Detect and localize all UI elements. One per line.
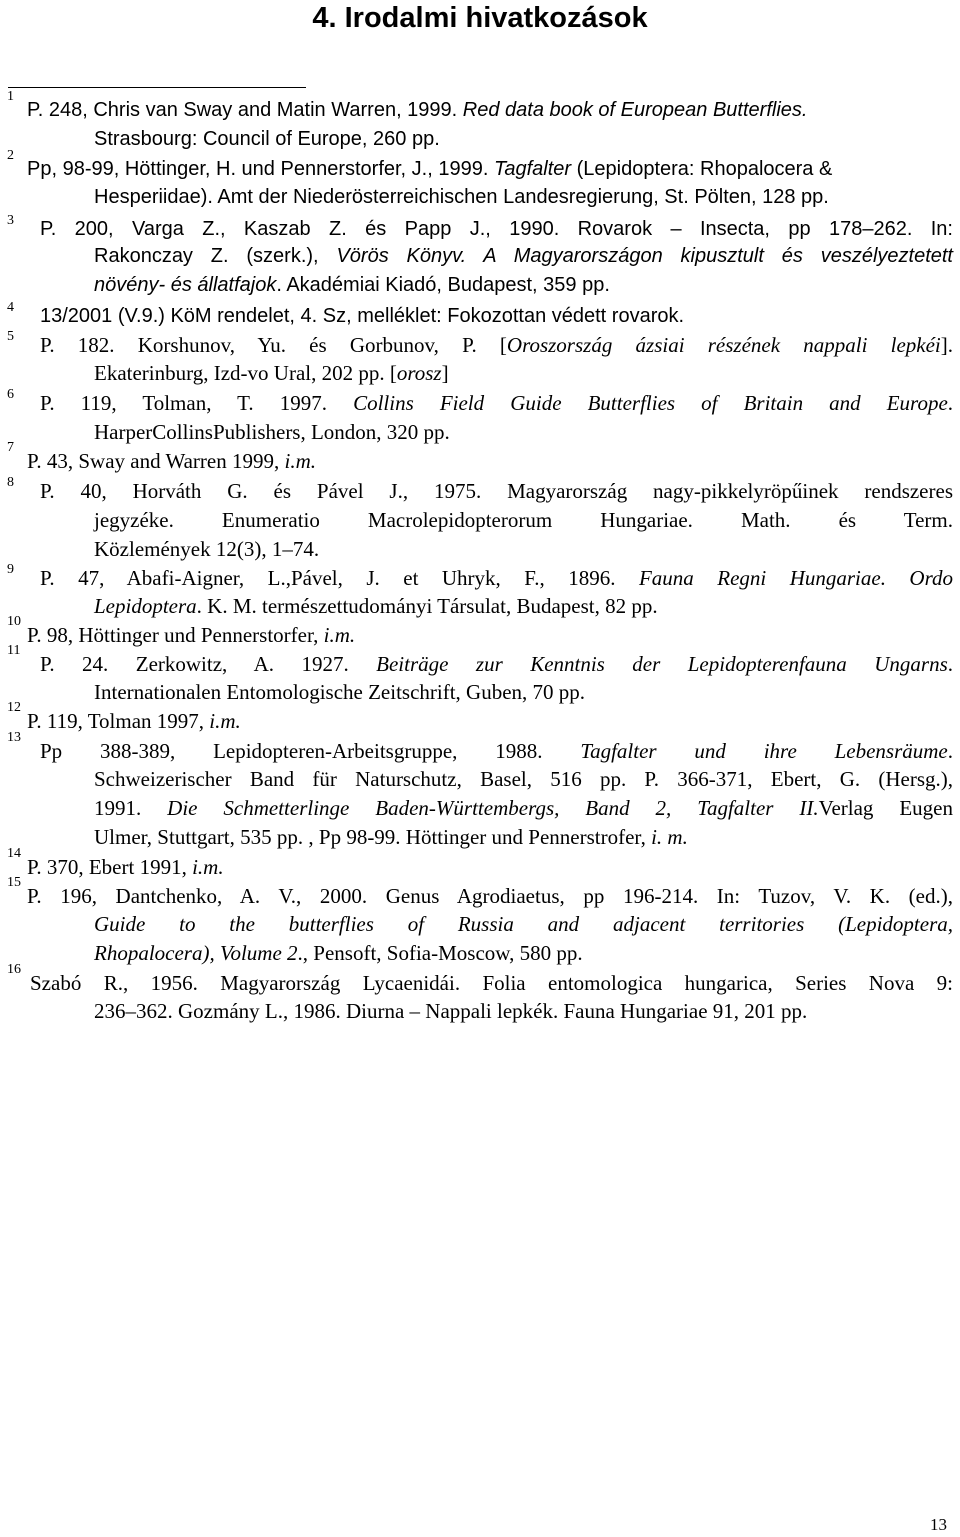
text-run: Pp 388-389, Lepidopteren-Arbeitsgruppe, 1988. [40,739,581,763]
italic-text: növény- és állatfajok [94,274,277,296]
reference-text [94,186,829,208]
reference-text [94,825,688,849]
text-run: P. 40, Horváth G. és Pável J., 1975. Magyarország nagy-pikkelyröpűinek rendszeres [40,479,953,503]
reference-text [40,479,953,503]
italic-text: i.m. [284,449,316,473]
italic-text: Tagfalter und ihre Lebensräume [580,739,948,763]
reference-text [40,739,953,763]
footnote-number: 14 [7,846,21,861]
italic-text: Die Schmetterlinge Baden-Württembergs, Band 2, Tagfalter II. [167,796,819,820]
footnote-number: 13 [7,730,21,745]
reference-line [40,739,953,763]
reference-text [94,912,953,936]
reference-text [94,767,953,791]
reference-line [27,709,241,733]
footnote-number: 6 [7,387,14,402]
text-run: Szabó R., 1956. Magyarország Lycaenidái. Folia entomologica hungarica, Series Nova 9: [30,971,953,995]
text-run: Rakonczay Z. (szerk.), [94,245,337,267]
reference-line [94,941,583,965]
reference-text [40,218,953,240]
italic-text: Tagfalter [493,158,572,180]
italic-text: i.m. [209,709,241,733]
reference-line [94,912,953,936]
text-run: P. 43, Sway and Warren 1999, [27,449,285,473]
reference-text [27,709,241,733]
reference-line [27,157,832,181]
text-run: P. 98, Höttinger und Pennerstorfer, [27,623,324,647]
italic-text: Vörös Könyv. A Magyarországon kipusztult és veszélyeztetett [336,245,953,267]
text-run: . [947,391,954,415]
text-run: ] [441,361,449,385]
reference-text [94,941,583,965]
reference-line [94,594,658,618]
reference-text [27,449,316,473]
text-run: ]. [940,333,953,357]
italic-text: i.m. [192,855,224,879]
footnote-number: 7 [7,440,14,455]
reference-text [94,274,610,296]
reference-line [94,508,953,532]
reference-text [27,623,355,647]
reference-line [94,127,440,151]
reference-text [94,128,440,150]
reference-text [27,99,807,121]
reference-line [94,537,319,561]
text-run: 1991. [94,796,168,820]
text-run: Közlemények 12(3), 1–74. [94,537,320,561]
reference-text [94,680,585,704]
reference-line [27,623,355,647]
reference-text [94,594,658,618]
text-run: . Akadémiai Kiadó, Budapest, 359 pp. [276,274,610,296]
reference-line [27,449,316,473]
reference-line [27,855,224,879]
footnote-number: 2 [7,148,14,163]
reference-line [94,796,953,820]
text-run: P. 24. Zerkowitz, A. 1927. [40,652,377,676]
italic-text: i. m. [651,825,688,849]
text-run: Ekaterinburg, Izd-vo Ural, 202 pp. [ [94,361,397,385]
text-run: Internationalen Entomologische Zeitschrift, Guben, 70 pp. [94,680,586,704]
footnote-number: 5 [7,329,14,344]
text-run: 13/2001 (V.9.) KöM rendelet, 4. Sz, melléklet: Fokozottan védett rovarok. [40,305,685,327]
text-run: . [947,739,953,763]
italic-text: Guide to the butterflies of Russia and adjacent territories (Lepidoptera, [94,912,953,936]
italic-text: Collins Field Guide Butterflies of Britain and Europe [353,391,948,415]
reference-text [94,508,953,532]
text-run: P. 119, Tolman, T. 1997. [40,391,354,415]
footnote-number: 9 [7,562,14,577]
reference-line [40,304,684,328]
reference-text [27,855,224,879]
reference-line [94,273,610,297]
reference-line [94,244,953,268]
reference-text [94,999,807,1023]
reference-text [94,361,449,385]
text-run: Hesperiidae). Amt der Niederösterreichischen Landesregierung, St. Pölten, 128 pp. [94,186,829,208]
italic-text: Beiträge zur Kenntnis der Lepidopterenfauna Ungarns [376,652,948,676]
reference-line [40,479,953,503]
footnote-number: 11 [7,643,21,658]
reference-line [94,185,829,209]
text-run: 236–362. Gozmány L., 1986. Diurna – Nappali lepkék. Fauna Hungariae 91, 201 pp. [94,999,808,1023]
reference-text [94,537,319,561]
page-number: 13 [930,1515,947,1534]
reference-line [27,98,807,122]
reference-text [27,884,953,908]
text-run: P. 196, Dantchenko, A. V., 2000. Genus Agrodiaetus, pp 196-214. In: Tuzov, V. K. (ed.), [27,884,953,908]
text-run: . K. M. természettudományi Társulat, Budapest, 82 pp. [196,594,658,618]
text-run: jegyzéke. Enumeratio Macrolepidopterorum Hungariae. Math. és Term. [94,508,953,532]
reference-line [94,680,585,704]
reference-text [40,305,684,327]
text-run: P. 182. Korshunov, Yu. és Gorbunov, P. [ [40,333,507,357]
text-run: Verlag Eugen [818,796,953,820]
italic-text: Red data book of European Butterflies. [462,99,808,121]
reference-text [30,971,953,995]
reference-text [27,158,832,180]
footnote-number: 8 [7,475,14,490]
footnote-number: 10 [7,614,21,629]
reference-line [94,420,450,444]
text-run: . [947,652,953,676]
reference-text [40,333,953,357]
reference-text [40,566,953,590]
text-run: P. 47, Abafi-Aigner, L.,Pável, J. et Uhryk, F., 1896. [40,566,639,590]
reference-text [94,420,450,444]
reference-text [94,796,953,820]
reference-line [94,825,688,849]
text-run: P. 248, Chris van Sway and Matin Warren, 1999. [27,99,463,121]
reference-text [40,391,953,415]
text-run: P. 200, Varga Z., Kaszab Z. és Papp J., 1990. Rovarok – Insecta, pp 178–262. In: [40,218,953,240]
text-run: P. 119, Tolman 1997, [27,709,210,733]
reference-line [94,361,449,385]
reference-line [40,566,953,590]
italic-text: i.m. [323,623,356,647]
reference-line [40,333,953,357]
footnote-number: 3 [7,213,14,228]
text-run: ., Pensoft, Sofia-Moscow, 580 pp. [297,941,583,965]
reference-line [40,391,953,415]
text-run: Schweizerischer Band für Naturschutz, Basel, 516 pp. P. 366-371, Ebert, G. (Hersg.), [94,767,953,791]
reference-text [94,245,953,267]
text-run: Strasbourg: Council of Europe, 260 pp. [94,128,440,150]
reference-line [40,217,953,241]
text-run: Pp, 98-99, Höttinger, H. und Pennerstorfer, J., 1999. [27,158,494,180]
reference-line [94,999,807,1023]
italic-text: Rhopalocera), Volume 2 [94,941,298,965]
reference-text [40,652,953,676]
footnote-number: 1 [7,89,14,104]
footnote-number: 15 [7,875,21,890]
reference-line [27,884,953,908]
reference-line [40,652,953,676]
reference-line [94,767,953,791]
text-run: Ulmer, Stuttgart, 535 pp. , Pp 98-99. Höttinger und Pennerstrofer, [94,825,652,849]
page-title: 4. Irodalmi hivatkozások [312,2,648,34]
italic-text: Lepidoptera [94,594,197,618]
text-run: (Lepidoptera: Rhopalocera & [571,158,833,180]
text-run: HarperCollinsPublishers, London, 320 pp. [94,420,450,444]
italic-text: Fauna Regni Hungariae. Ordo [638,566,953,590]
reference-line [30,971,953,995]
footnote-number: 4 [7,300,14,315]
footnote-number: 16 [7,962,21,977]
footnote-number: 12 [7,700,21,715]
text-run: P. 370, Ebert 1991, [27,855,193,879]
italic-text: orosz [396,361,442,385]
italic-text: Oroszország ázsiai részének nappali lepkéi [506,333,941,357]
